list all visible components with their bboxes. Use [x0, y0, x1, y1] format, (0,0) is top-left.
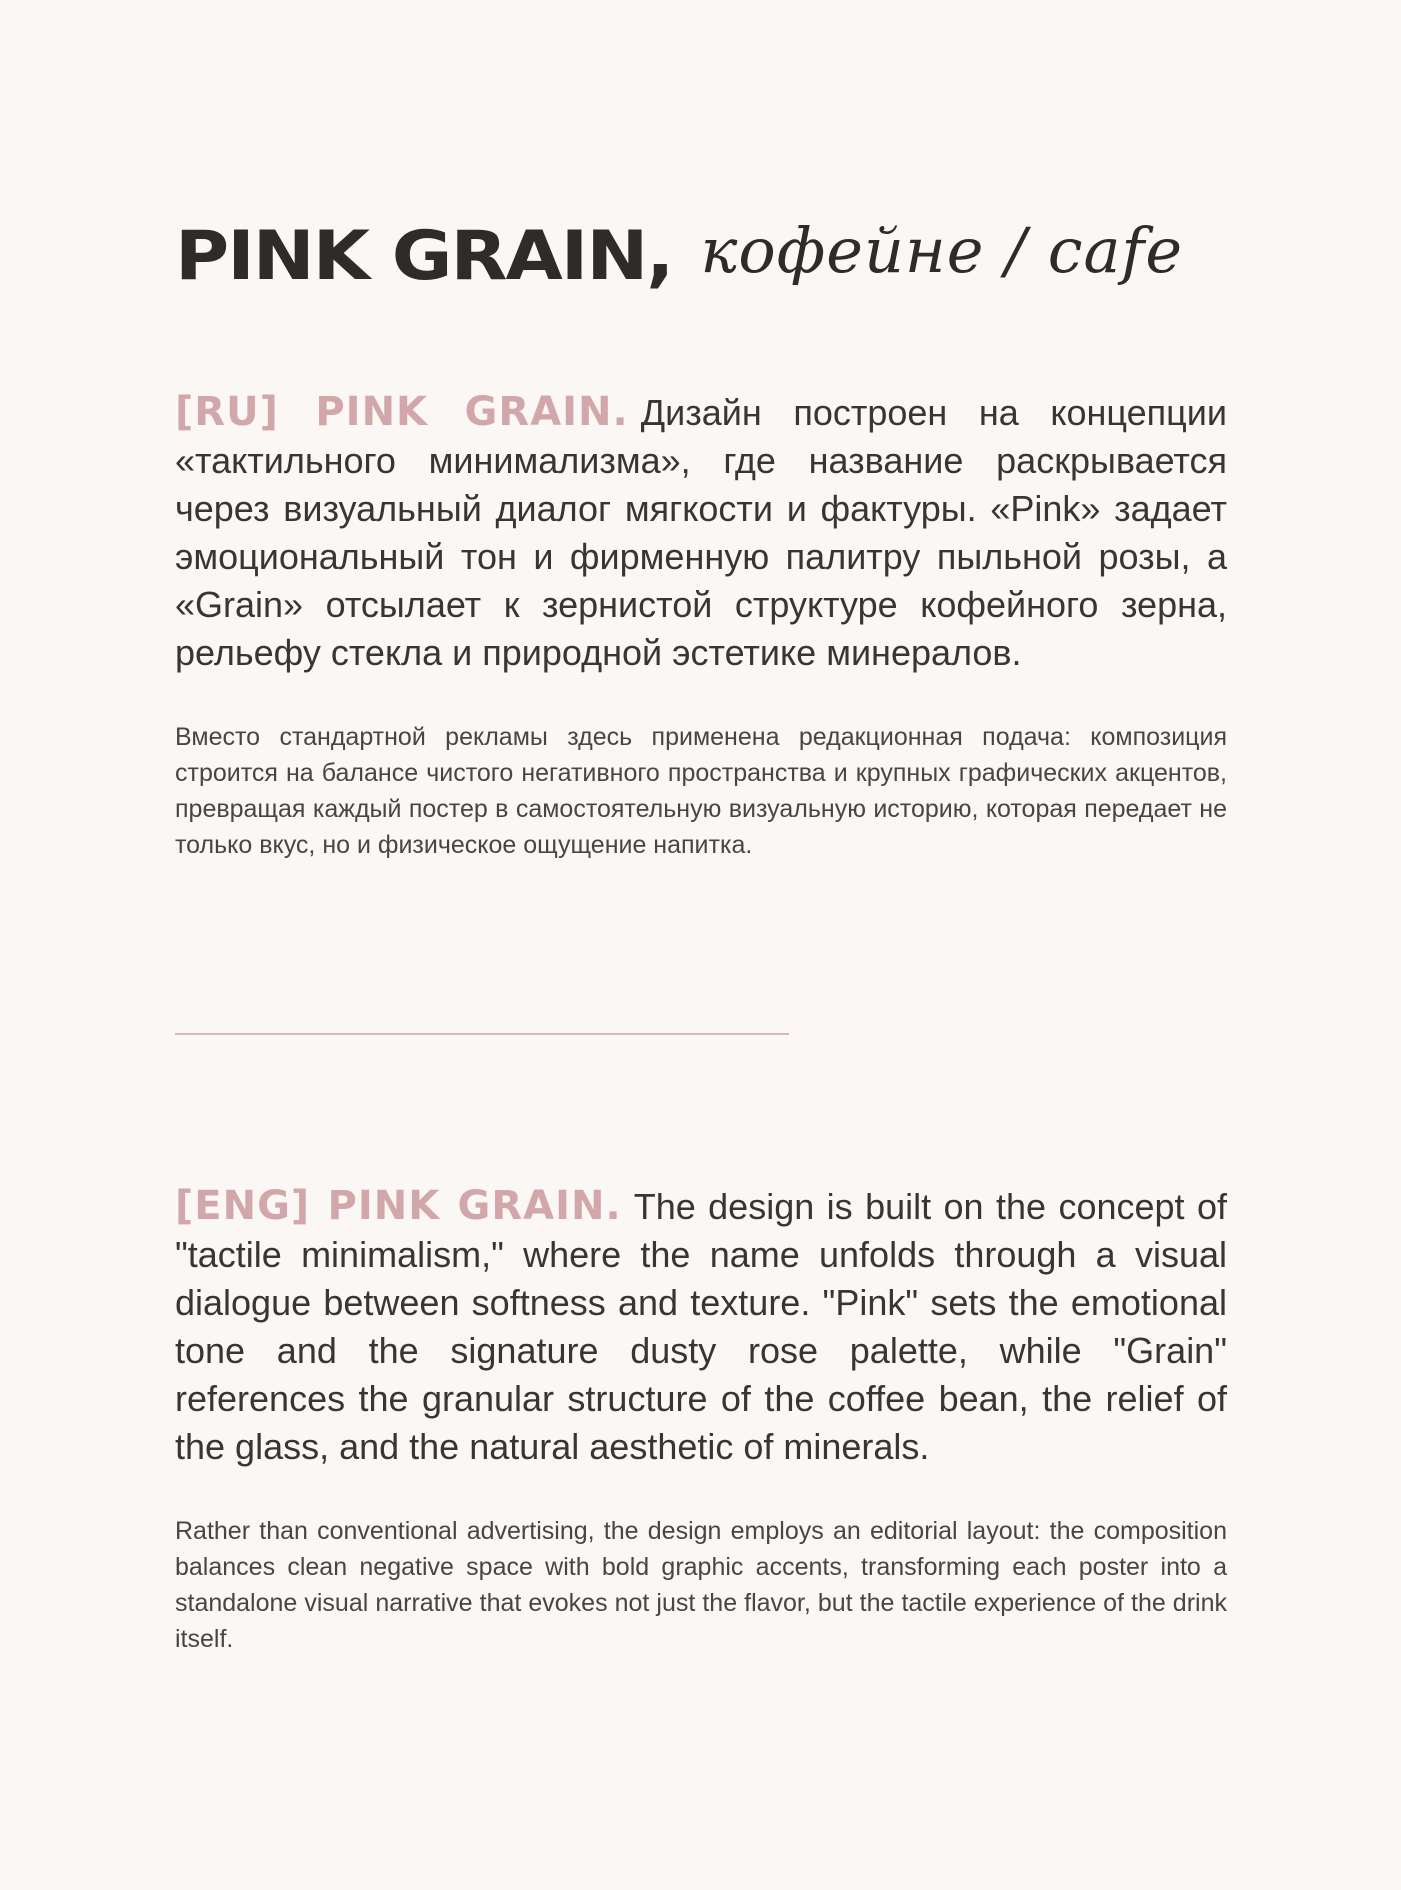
title-subtitle: кофейне / cafe: [700, 214, 1184, 287]
ru-lead-paragraph: [175, 388, 1227, 677]
ru-lead-text: Дизайн построен на концепции «тактильного минимализма», где название раскрывается через визуальный диалог мягкости и фактуры. «Pink» задает эмоциональный тон и фирменную палитру пыльной розы, а «Grain» отсылает к зернистой структуре кофейного зерна, рельефу стекла и природной эстетике минералов.: [175, 392, 1227, 673]
ru-body-paragraph: Вместо стандартной рекламы здесь применена редакционная подача: композиция строится на балансе чистого негативного пространства и крупных графических акцентов, превращая каждый постер в самостоятельную визуальную историю, которая передает не только вкус, но и физическое ощущение напитка.: [175, 723, 1227, 859]
brand-name: PINK GRAIN: [175, 216, 647, 296]
en-body-paragraph: Rather than conventional advertising, the design employs an editorial layout: the composition balances clean negative space with bold graphic accents, transforming each poster into a standalone visual narrative that evokes not just the flavor, but the tactile experience of the drink itself.: [175, 1517, 1227, 1653]
en-lead-text: The design is built on the concept of "tactile minimalism," where the name unfolds through a visual dialogue between softness and texture. "Pink" sets the emotional tone and the signature dusty rose palette, while "Grain" references the granular structure of the coffee bean, the relief of the glass, and the natural aesthetic of minerals.: [175, 1186, 1227, 1467]
section-divider: [175, 1033, 789, 1035]
title-comma: ,: [646, 210, 675, 296]
section-en: [175, 1182, 1227, 1657]
en-tag: [ENG] PINK GRAIN.: [175, 1183, 622, 1229]
section-ru: [175, 388, 1227, 863]
page-title: [175, 170, 1235, 296]
ru-tag: [RU] PINK GRAIN.: [175, 389, 629, 435]
en-lead-paragraph: [175, 1182, 1227, 1471]
